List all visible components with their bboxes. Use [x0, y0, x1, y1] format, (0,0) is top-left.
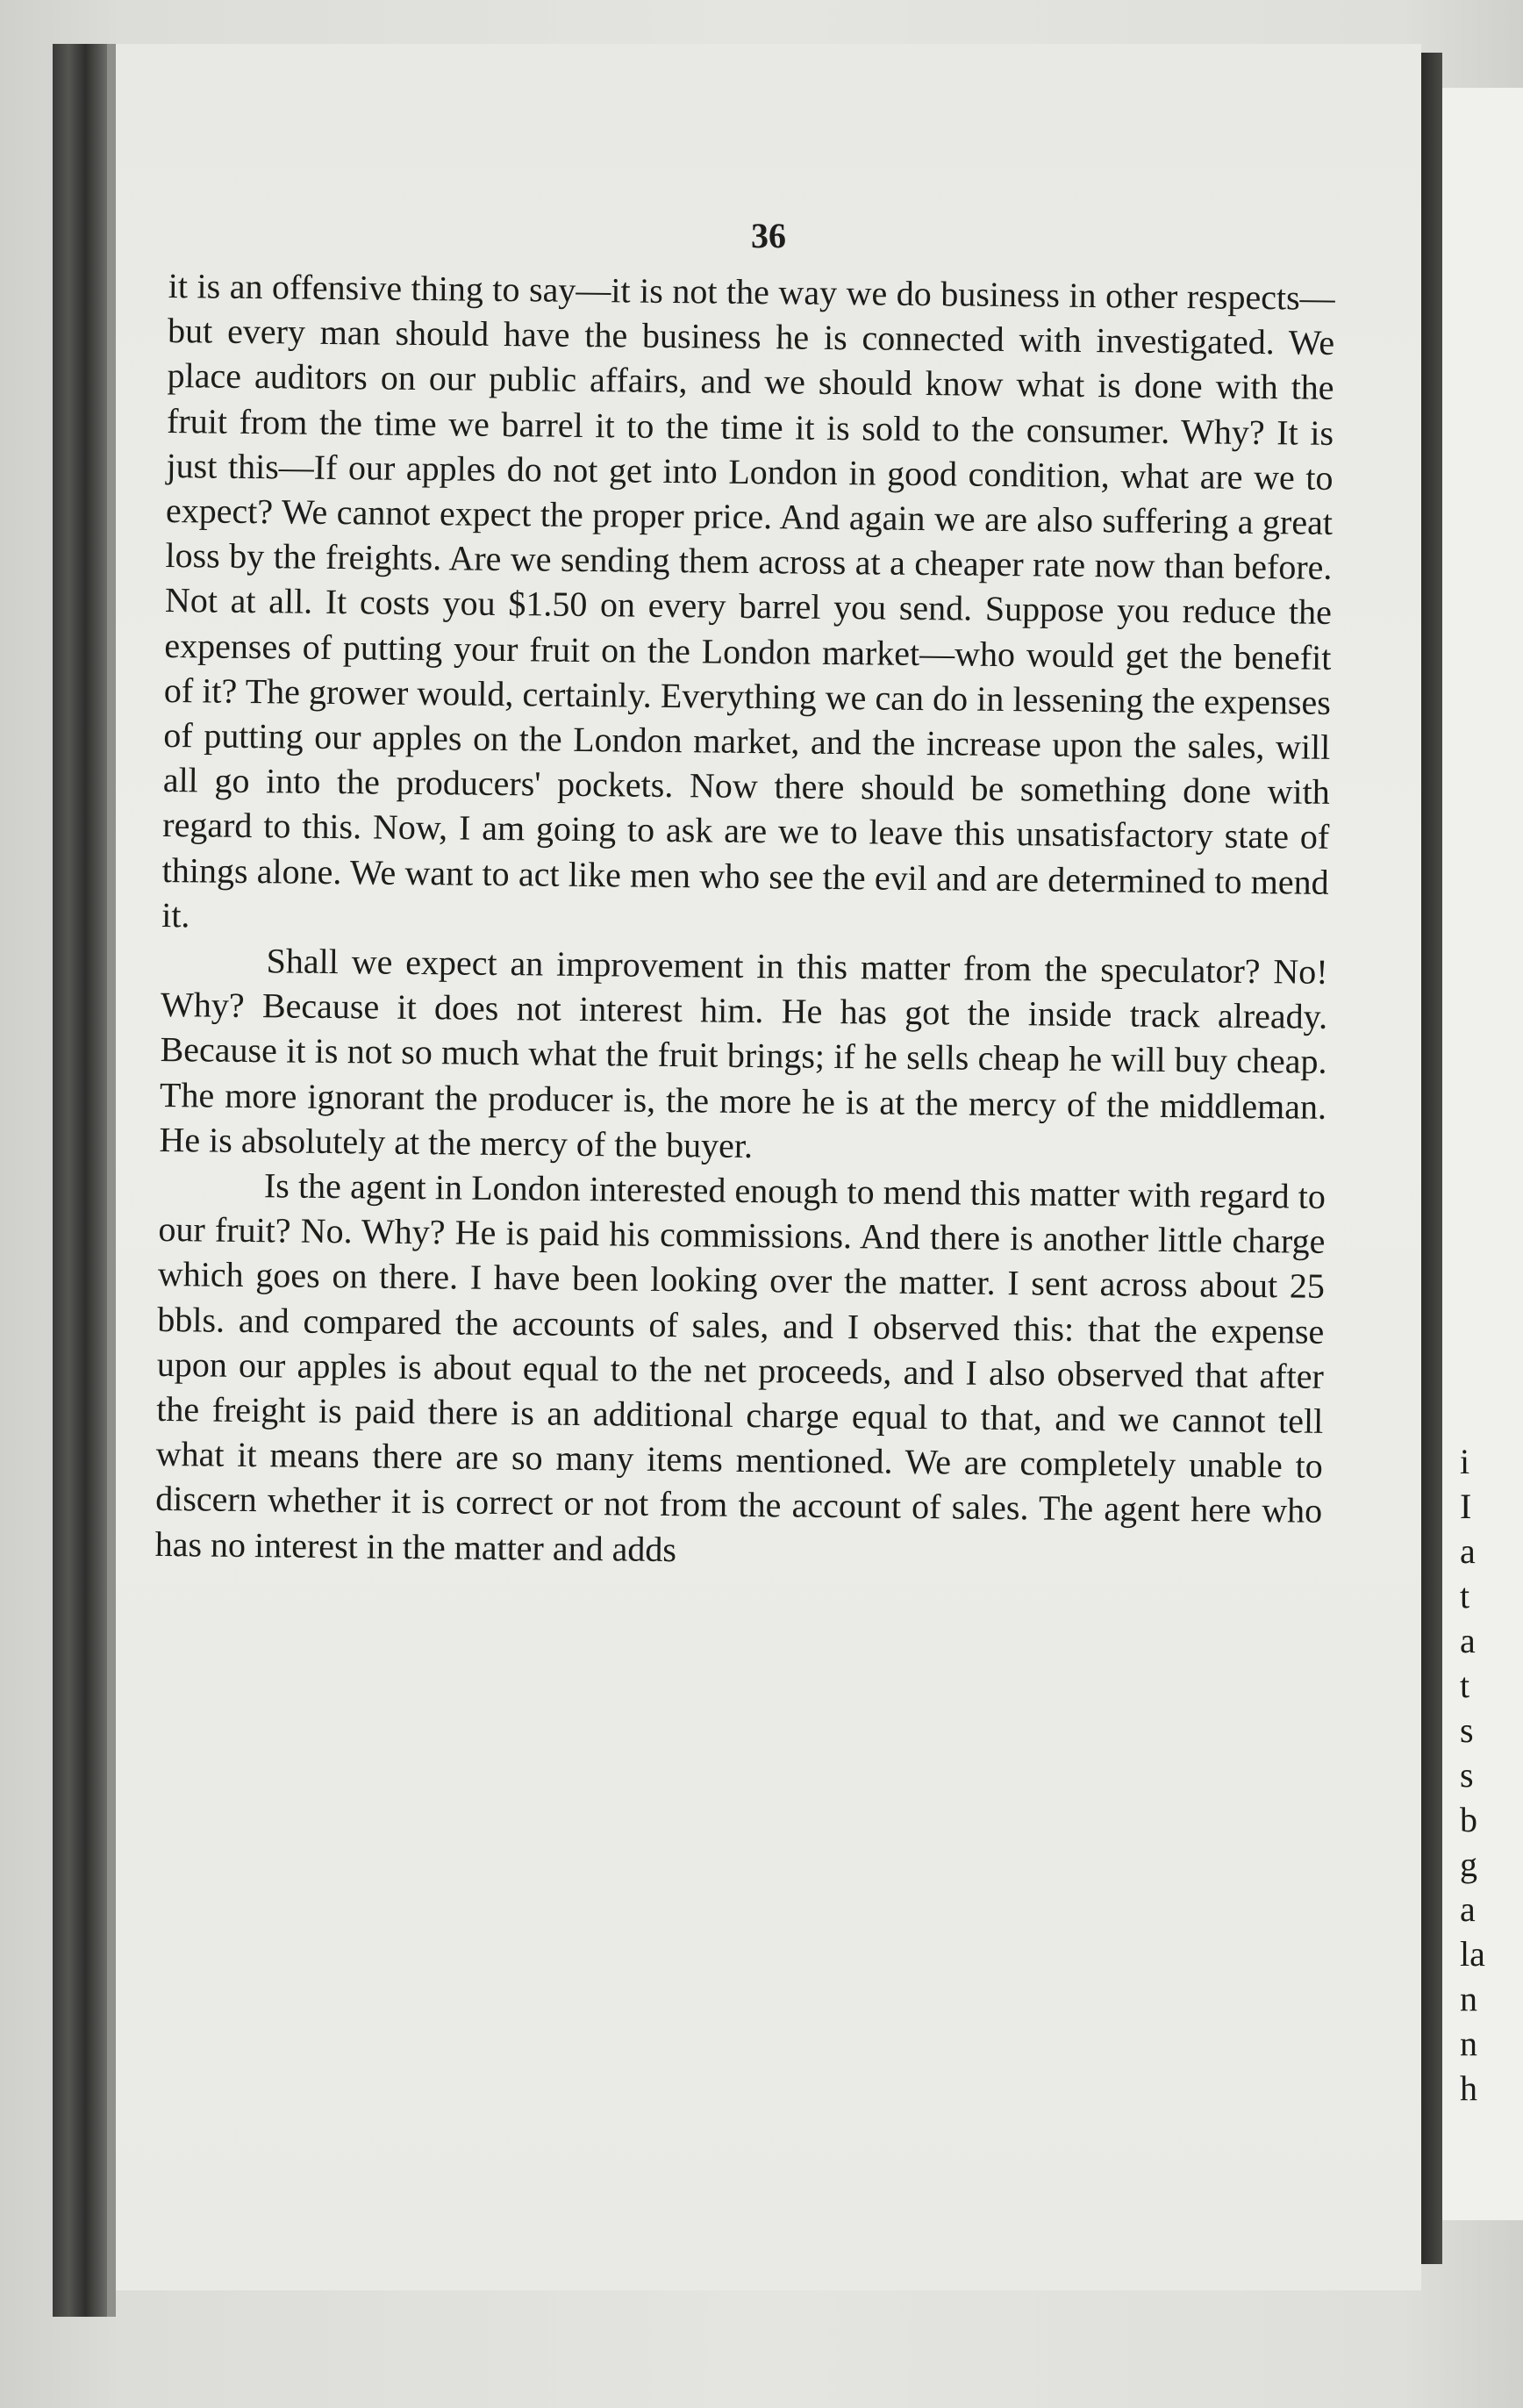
gutter-shadow	[1421, 53, 1442, 2264]
paragraph: Is the agent in London interested enough to mend this matter with regard to our fruit? No. Why? He is paid his commissions. And there is another little charge which goes on there. I have been looking over the matter. I sent across about 25 bbls. and compared the accounts of sales, and I observed this: that the expense upon our apples is about equal to the net proceeds, and I also observed that after the freight is paid there is an additional charge equal to that, and we cannot tell what it means there are so many items mentioned. We are completely unable to discern whether it is correct or not from the account of sales. The agent here who has no interest in the matter and adds	[154, 1165, 1326, 1569]
page-number: 36	[751, 216, 786, 255]
book-spine-shadow	[53, 44, 107, 2317]
paragraph: Shall we expect an improvement in this matter from the speculator? No! Why? Because it does not interest him. He has got the inside track already. Because it is not so much what the fruit brings; if he sells cheap he will buy cheap. The more ignorant the producer is, the more he is at the mercy of the middleman. He is absolutely at the mercy of the buyer.	[159, 941, 1328, 1165]
page-edge	[107, 44, 116, 2317]
adjacent-page-text-fragment: i I a t a t s s b g a la n n h	[1460, 1442, 1485, 2108]
paragraph: it is an offensive thing to say—it is not the way we do business in other respects—but every man should have the business he is connected with investigated. We place auditors on our public affairs, and we should know what is done with the fruit from the time we barrel it to the time it is sold to the consumer. Why? It is just this—If our apples do not get into London in good condition, what are we to expect? We cannot expect the proper price. And again we are also suffering a great loss by the freights. Are we sending them across at a cheaper rate now than before. Not at all. It costs you $1.50 on every barrel you send. Suppose you reduce the expenses of putting your fruit on the London market—who would get the benefit of it? The grower would, certainly. Everything we can do in lessening the expenses of putting our apples on the London market, and the increase upon the sales, will all go into the producers' pockets. Now there should be something done with regard to this. Now, I am going to ask are we to leave this unsatisfactory state of things alone. We want to act like men who see the evil and are determined to mend it.	[161, 265, 1335, 935]
page-body	[154, 263, 1334, 1579]
